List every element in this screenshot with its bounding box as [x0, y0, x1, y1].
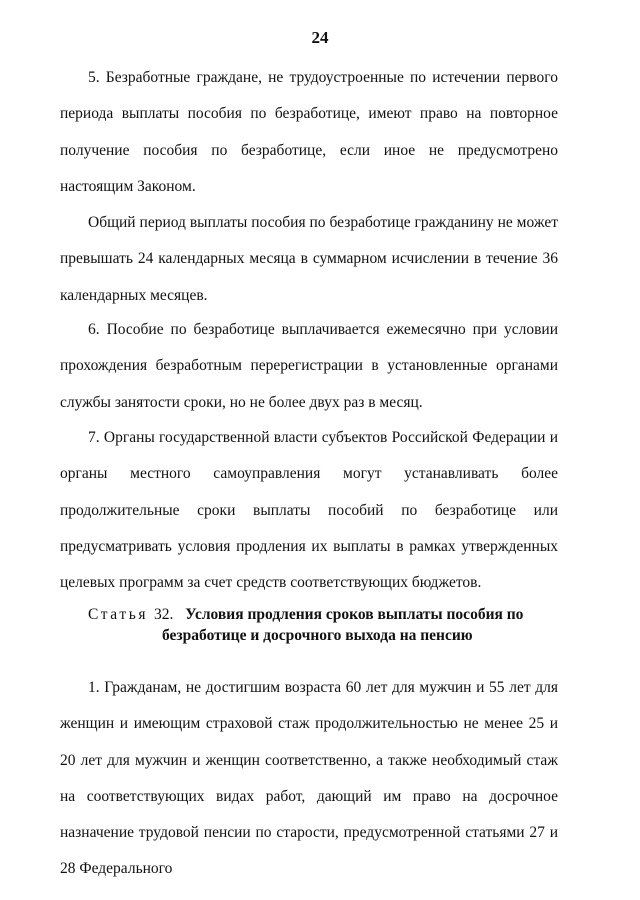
paragraph-5: 5. Безработные граждане, не трудоустроенные по истечении первого периода выплаты пособия по безработице, имеют право на повторное получение пособия по безработице, если иное не предусмотрено настоящим Законом.	[60, 69, 558, 195]
paragraph-7: 7. Органы государственной власти субъектов Российской Федерации и органы местного самоуправления могут устанавливать более продолжительные сроки выплаты пособий по безработице или предусматривать условия продления их выплаты в рамках утвержденных целевых программ за счет средств соответствующих бюджетов.	[60, 429, 558, 592]
article-heading	[88, 604, 568, 646]
article-label: Статья	[88, 606, 149, 623]
article-32-paragraph-1: 1. Гражданам, не достигшим возраста 60 лет для мужчин и 55 лет для женщин и имеющим страховой стаж продолжительностью не менее 25 и 20 лет для мужчин и женщин соответственно, а также необходимый стаж на соответствующих видах работ, дающий им право на досрочное назначение трудовой пенсии по старости, предусмотренной статьями 27 и 28 Федерального	[60, 679, 558, 878]
paragraph-general-period: Общий период выплаты пособия по безработице гражданину не может превышать 24 календарных месяца в суммарном исчислении в течение 36 календарных месяцев.	[60, 214, 558, 304]
article-title-line1: Условия продления сроков выплаты пособия по	[185, 606, 524, 623]
article-number: 32.	[154, 606, 174, 623]
article-title-line2: безработице и досрочного выхода на пенсию	[162, 627, 473, 644]
page-number: 24	[311, 28, 329, 47]
paragraph-6: 6. Пособие по безработице выплачивается ежемесячно при условии прохождения безработным перерегистрации в установленные органами службы занятости сроки, но не более двух раз в месяц.	[60, 321, 558, 411]
